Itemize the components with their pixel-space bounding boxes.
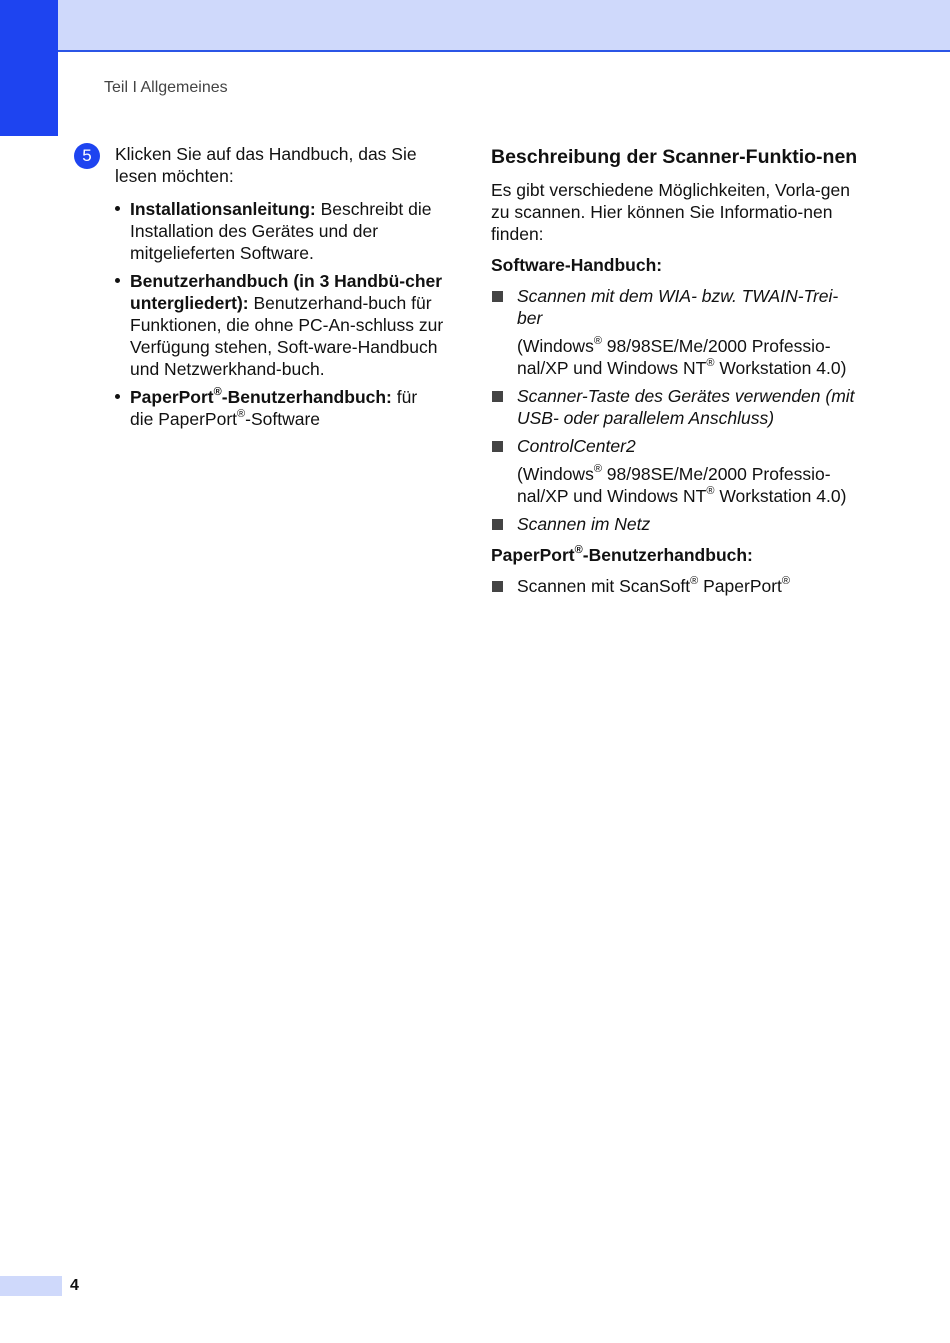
item-title: ControlCenter2 — [517, 436, 636, 456]
software-list — [491, 285, 861, 535]
list-item — [115, 198, 444, 264]
item-title: Benutzerhandbuch (in 3 Handbü-cher untergliedert): — [130, 271, 443, 313]
square-bullet-icon — [492, 291, 503, 302]
bullet-icon — [115, 394, 120, 399]
paperport-heading: PaperPort®-Benutzerhandbuch: — [491, 544, 753, 565]
list-item — [115, 270, 444, 380]
header-band — [0, 0, 950, 52]
item-note: (Windows® 98/98SE/Me/2000 Professio-nal/XP und Windows NT® Workstation 4.0) — [517, 335, 847, 378]
item-title: Scannen mit ScanSoft® PaperPort® — [517, 575, 791, 596]
square-bullet-icon — [492, 441, 503, 452]
step-5 — [74, 143, 444, 187]
item-title: Installationsanleitung: — [130, 199, 316, 219]
item-title: Scannen mit dem WIA- bzw. TWAIN-Trei-ber — [517, 286, 839, 328]
bullet-icon — [115, 278, 120, 283]
square-bullet-icon — [492, 391, 503, 402]
step-number-badge: 5 — [74, 143, 100, 169]
section-heading: Beschreibung der Scanner-Funktio-nen — [491, 146, 858, 168]
bullet-icon — [115, 206, 120, 211]
list-item — [491, 575, 861, 597]
item-text: für die PaperPort®-Software — [130, 387, 418, 429]
left-column — [74, 143, 444, 436]
item-note: (Windows® 98/98SE/Me/2000 Professio-nal/XP und Windows NT® Workstation 4.0) — [517, 463, 847, 506]
item-title: Scannen im Netz — [517, 514, 651, 534]
manual-list — [74, 198, 444, 430]
item-text: Benutzerhand-buch für Funktionen, die ohne PC-An-schluss zur Verfügung stehen, Soft-ware-Handbuch und Netzwerkhand-buch. — [130, 293, 444, 379]
item-title: Scanner-Taste des Gerätes verwenden (mit USB- oder parallelem Anschluss) — [517, 386, 855, 428]
intro-text: Es gibt verschiedene Möglichkeiten, Vorla-gen zu scannen. Hier können Sie Informatio-nen finden: — [491, 180, 850, 244]
list-item — [491, 435, 861, 507]
step-text: Klicken Sie auf das Handbuch, das Sie lesen möchten: — [115, 144, 417, 186]
square-bullet-icon — [492, 581, 503, 592]
list-item — [491, 385, 861, 429]
square-bullet-icon — [492, 519, 503, 530]
item-text: Beschreibt die Installation des Gerätes und der mitgelieferten Software. — [130, 199, 432, 263]
page-number-bar — [0, 1276, 62, 1296]
section-label: Teil I Allgemeines — [104, 79, 228, 96]
list-item — [491, 285, 861, 379]
item-title: PaperPort®-Benutzerhandbuch: — [130, 386, 392, 407]
software-heading: Software-Handbuch: — [491, 255, 663, 275]
chapter-tab — [0, 0, 58, 136]
page-number: 4 — [70, 1277, 79, 1294]
paperport-list — [491, 575, 861, 597]
list-item — [115, 386, 444, 430]
right-column — [491, 145, 861, 603]
list-item — [491, 513, 861, 535]
